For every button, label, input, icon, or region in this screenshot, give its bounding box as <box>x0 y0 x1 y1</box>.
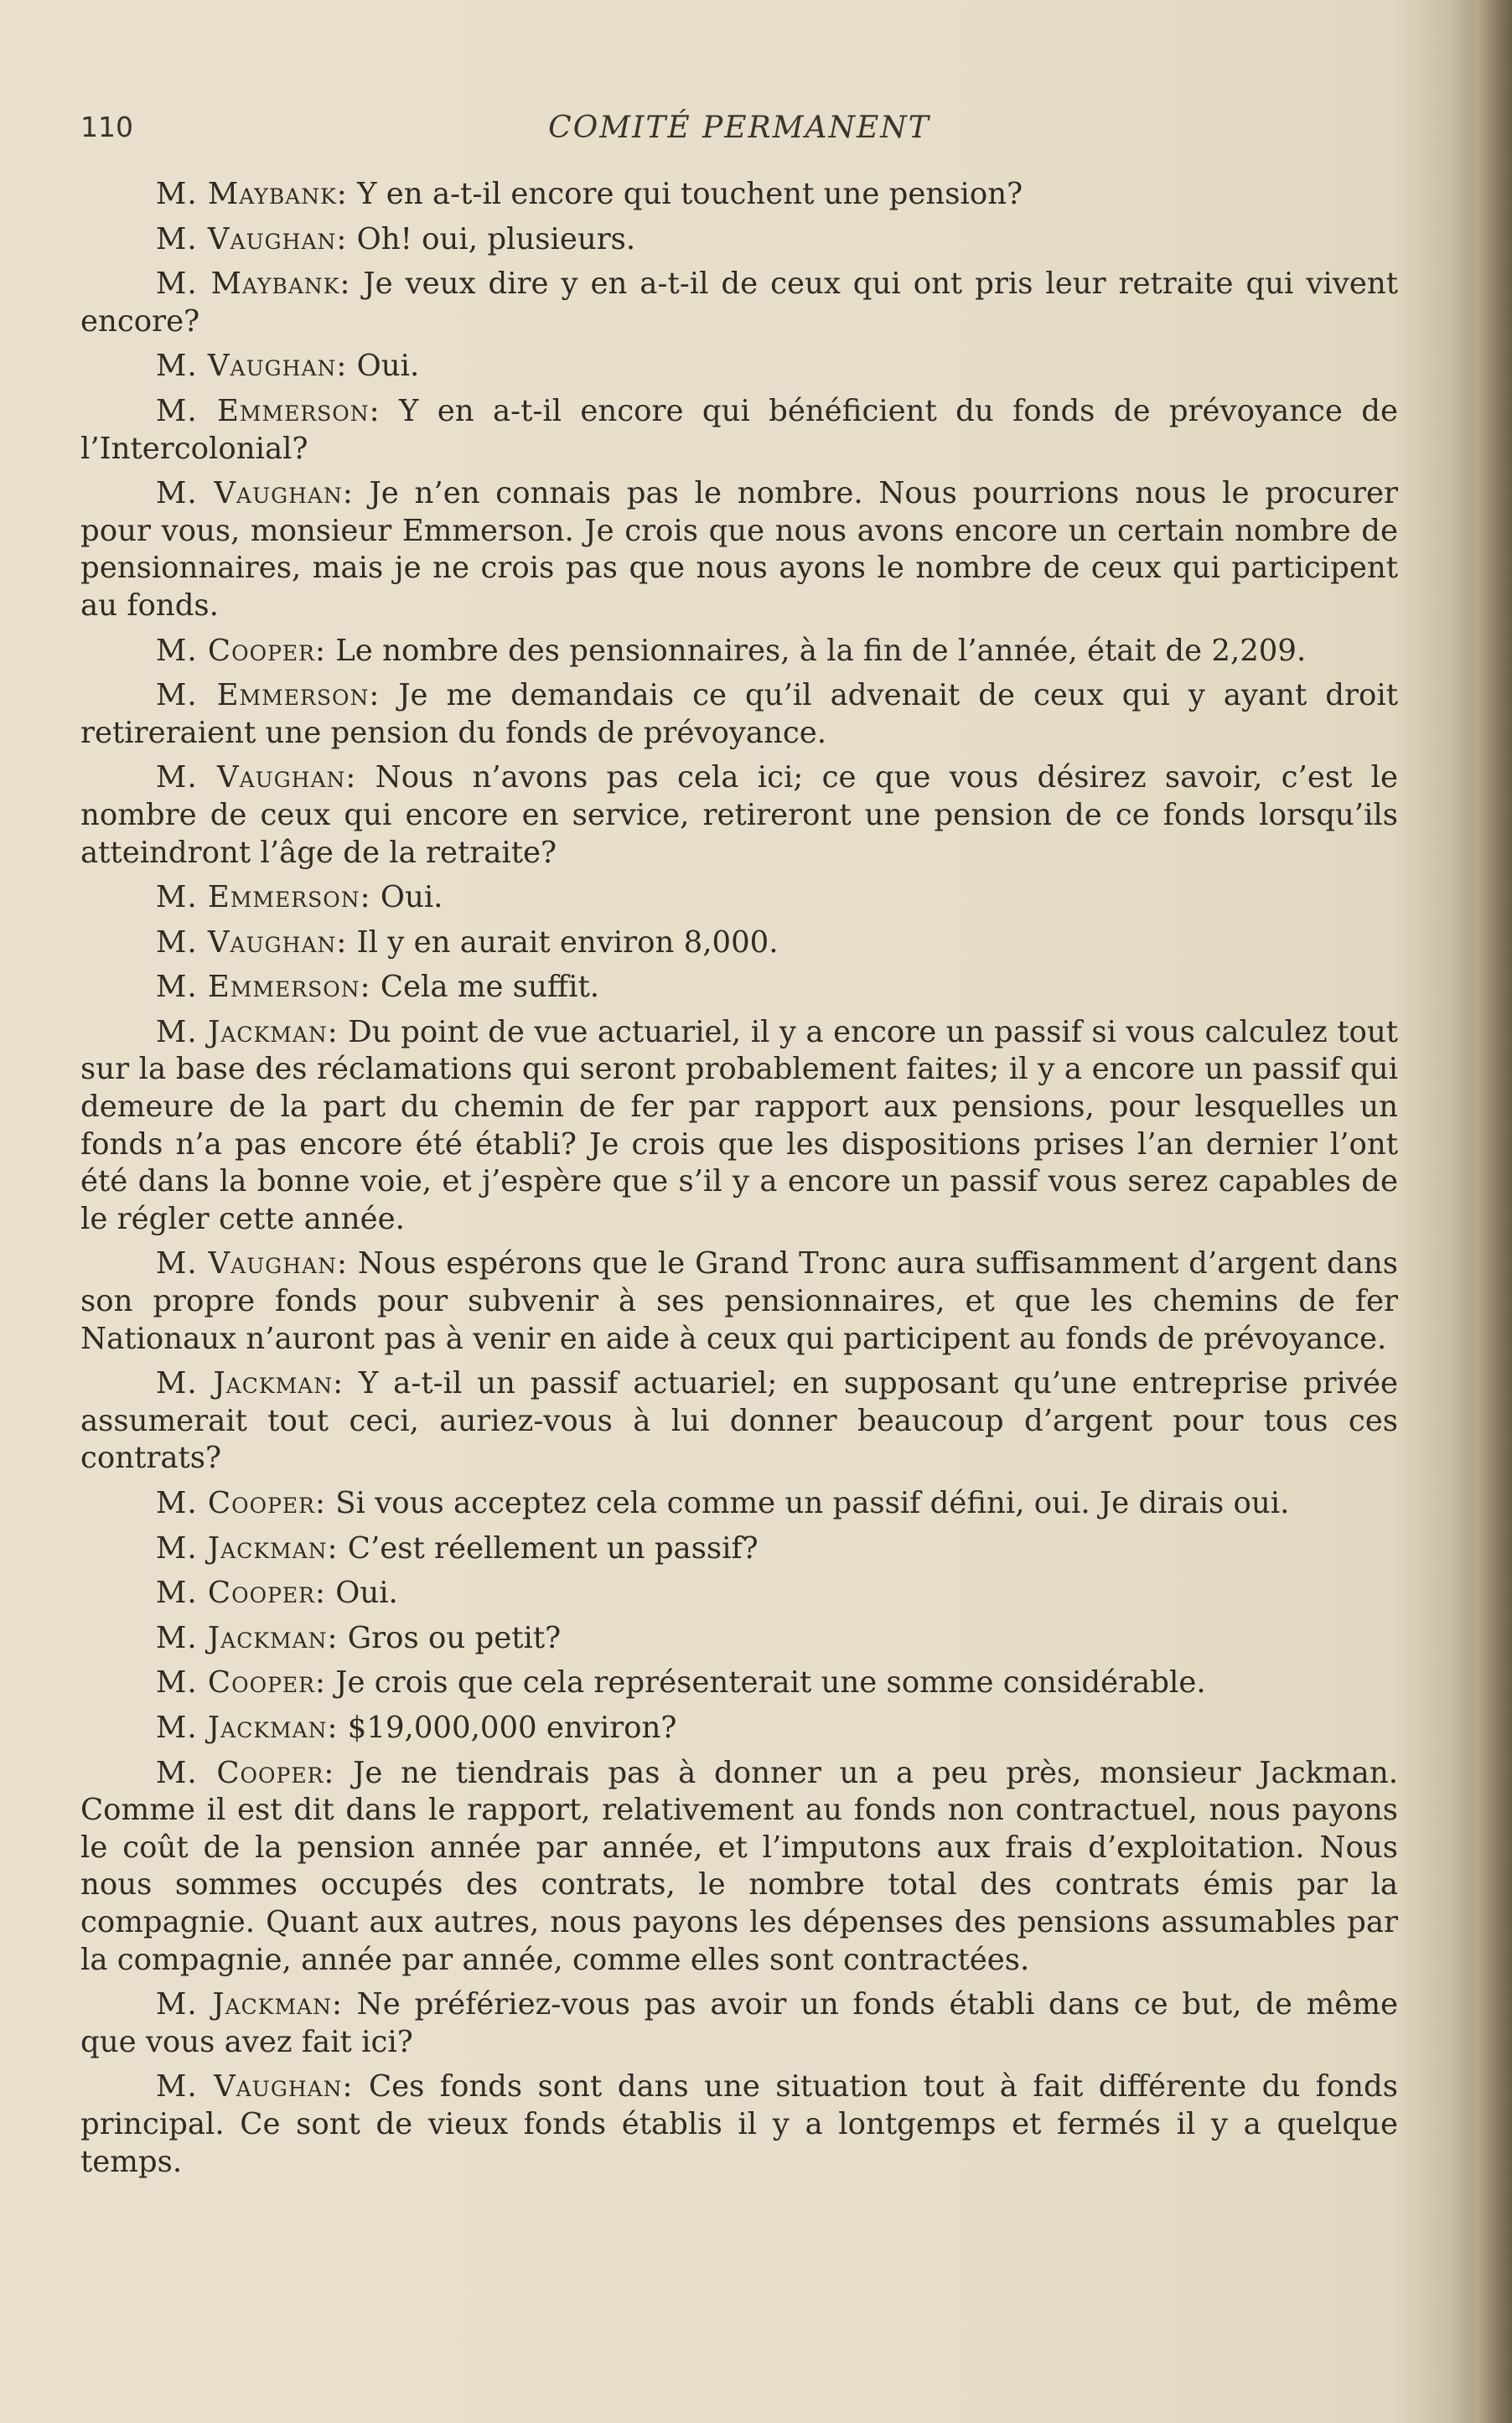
speaker: M. Vaughan: <box>156 2069 354 2105</box>
speech: Je ne tiendrais pas à donner un a peu près, monsieur Jackman. Comme il est dit dans le rapport, relativement au fonds non contractuel, nous payons le coût de la pension année par année, et l’imputons aux frais d’exploitation. Nous nous sommes occupés des contrats, le nombre total des contrats émis par la compagnie. Quant aux autres, nous payons les dépenses des pensions assumables par la compagnie, année par année, comme elles sont contractées. <box>80 1755 1398 1977</box>
speaker: M. Vaughan: <box>156 221 348 256</box>
paragraph <box>80 1620 1398 1658</box>
paragraph <box>80 633 1398 670</box>
speech: Si vous acceptez cela comme un passif défini, oui. Je dirais oui. <box>335 1486 1290 1520</box>
speech: Ces fonds sont dans une situation tout à fait différente du fonds principal. Ce sont de vieux fonds établis il y a lontgemps et fermés il y a quelque temps. <box>80 2069 1398 2179</box>
speaker: M. Maybank: <box>156 267 351 302</box>
paragraph <box>80 266 1398 340</box>
speech: Le nombre des pensionnaires, à la fin de l’année, était de 2,209. <box>335 633 1307 668</box>
paragraph <box>80 1575 1398 1613</box>
speaker: M. Emmerson: <box>156 880 371 915</box>
paragraph <box>80 1485 1398 1523</box>
speaker: M. Cooper: <box>156 1486 326 1520</box>
speech: C’est réellement un passif? <box>347 1530 759 1566</box>
speaker: M. Jackman: <box>156 1530 339 1566</box>
paragraph <box>80 1530 1398 1568</box>
paragraph <box>80 1710 1398 1747</box>
paragraph <box>80 221 1398 259</box>
speech: Y en a-t-il encore qui touchent une pension? <box>357 177 1023 211</box>
speaker: M. Cooper: <box>156 1665 326 1701</box>
paragraph <box>80 924 1398 962</box>
paragraph <box>80 759 1398 872</box>
speech: Ne préfériez-vous pas avoir un fonds établi dans ce but, de même que vous avez fait ici? <box>80 1987 1398 2059</box>
paragraph <box>80 677 1398 752</box>
paragraph <box>80 1014 1398 1239</box>
speech: Je n’en connais pas le nombre. Nous pourrions nous le procurer pour vous, monsieur Emmerson. Je crois que nous avons encore un certain nombre de pensionnaires, mais je ne crois pas que nous ayons le nombre de ceux qui participent au fonds. <box>80 476 1398 623</box>
speech: Du point de vue actuariel, il y a encore un passif si vous calculez tout sur la base des réclamations qui seront probablement faites; il y a encore un passif qui demeure de la part du chemin de fer par rapport aux pensions, pour lesquelles un fonds n’a pas encore été établi? Je crois que les dispositions prises l’an dernier l’ont été dans la bonne voie, et j’espère que s’il y a encore un passif vous serez capables de le régler cette année. <box>80 1014 1398 1236</box>
speech: Je me demandais ce qu’il advenait de ceux qui y ayant droit retireraient une pension du fonds de prévoyance. <box>80 678 1398 750</box>
speech: Oh! oui, plusieurs. <box>356 221 636 256</box>
speaker: M. Jackman: <box>156 1987 343 2022</box>
speech: Oui. <box>356 349 420 384</box>
speech: Oui. <box>335 1576 398 1611</box>
speech: Y en a-t-il encore qui bénéficient du fonds de prévoyance de l’Intercolonial? <box>80 393 1398 466</box>
speaker: M. Emmerson: <box>156 970 371 1005</box>
page-number: 110 <box>80 111 133 143</box>
speaker: M. Vaughan: <box>156 1246 348 1281</box>
paragraph <box>80 1755 1398 1980</box>
paragraph <box>80 348 1398 386</box>
speaker: M. Jackman: <box>156 1366 344 1401</box>
speech: Je veux dire y en a-t-il de ceux qui ont pris leur retraite qui vivent encore? <box>80 267 1398 339</box>
speech: Nous n’avons pas cela ici; ce que vous désirez savoir, c’est le nombre de ceux qui encore en service, retireront une pension de ce fonds lorsqu’ils atteindront l’âge de la retraite? <box>80 760 1398 870</box>
paragraph <box>80 1665 1398 1702</box>
speaker: M. Jackman: <box>156 1620 339 1655</box>
speech: Oui. <box>380 880 443 915</box>
speech: Je crois que cela représenterait une somme considérable. <box>335 1665 1206 1701</box>
speaker: M. Vaughan: <box>156 924 348 960</box>
speech: Gros ou petit? <box>347 1620 562 1655</box>
paragraph <box>80 393 1398 468</box>
speaker: M. Vaughan: <box>156 760 357 795</box>
speech: Y a-t-il un passif actuariel; en supposant qu’une entreprise privée assumerait tout ceci, auriez-vous à lui donner beaucoup d’argent pour tous ces contrats? <box>80 1366 1398 1476</box>
paragraph <box>80 1245 1398 1358</box>
paragraph <box>80 475 1398 624</box>
speaker: M. Emmerson: <box>156 678 381 713</box>
speaker: M. Cooper: <box>156 633 326 668</box>
speaker: M. Maybank: <box>156 177 348 211</box>
paragraph <box>80 176 1398 214</box>
speech: Cela me suffit. <box>380 970 599 1005</box>
page-binding-edge <box>1462 0 1512 2423</box>
speaker: M. Cooper: <box>156 1576 326 1611</box>
speech: Il y en aurait environ 8,000. <box>356 924 779 960</box>
speaker: M. Emmerson: <box>156 393 381 428</box>
paragraph <box>80 1365 1398 1478</box>
paragraph <box>80 879 1398 917</box>
running-title: COMITÉ PERMANENT <box>548 111 930 145</box>
speaker: M. Cooper: <box>156 1755 335 1790</box>
speaker: M. Jackman: <box>156 1014 339 1049</box>
paragraph <box>80 969 1398 1007</box>
paragraph <box>80 1986 1398 2061</box>
speech: Nous espérons que le Grand Tronc aura suffisamment d’argent dans son propre fonds pour subvenir à ses pensionnaires, et que les chemins de fer Nationaux n’auront pas à venir en aide à ceux qui participent au fonds de prévoyance. <box>80 1246 1398 1356</box>
speaker: M. Vaughan: <box>156 349 348 384</box>
speaker: M. Jackman: <box>156 1710 339 1745</box>
speech: $19,000,000 environ? <box>347 1710 677 1745</box>
page-header <box>80 111 1398 153</box>
body-text <box>80 176 1398 2188</box>
paragraph <box>80 2068 1398 2181</box>
speaker: M. Vaughan: <box>156 476 354 511</box>
